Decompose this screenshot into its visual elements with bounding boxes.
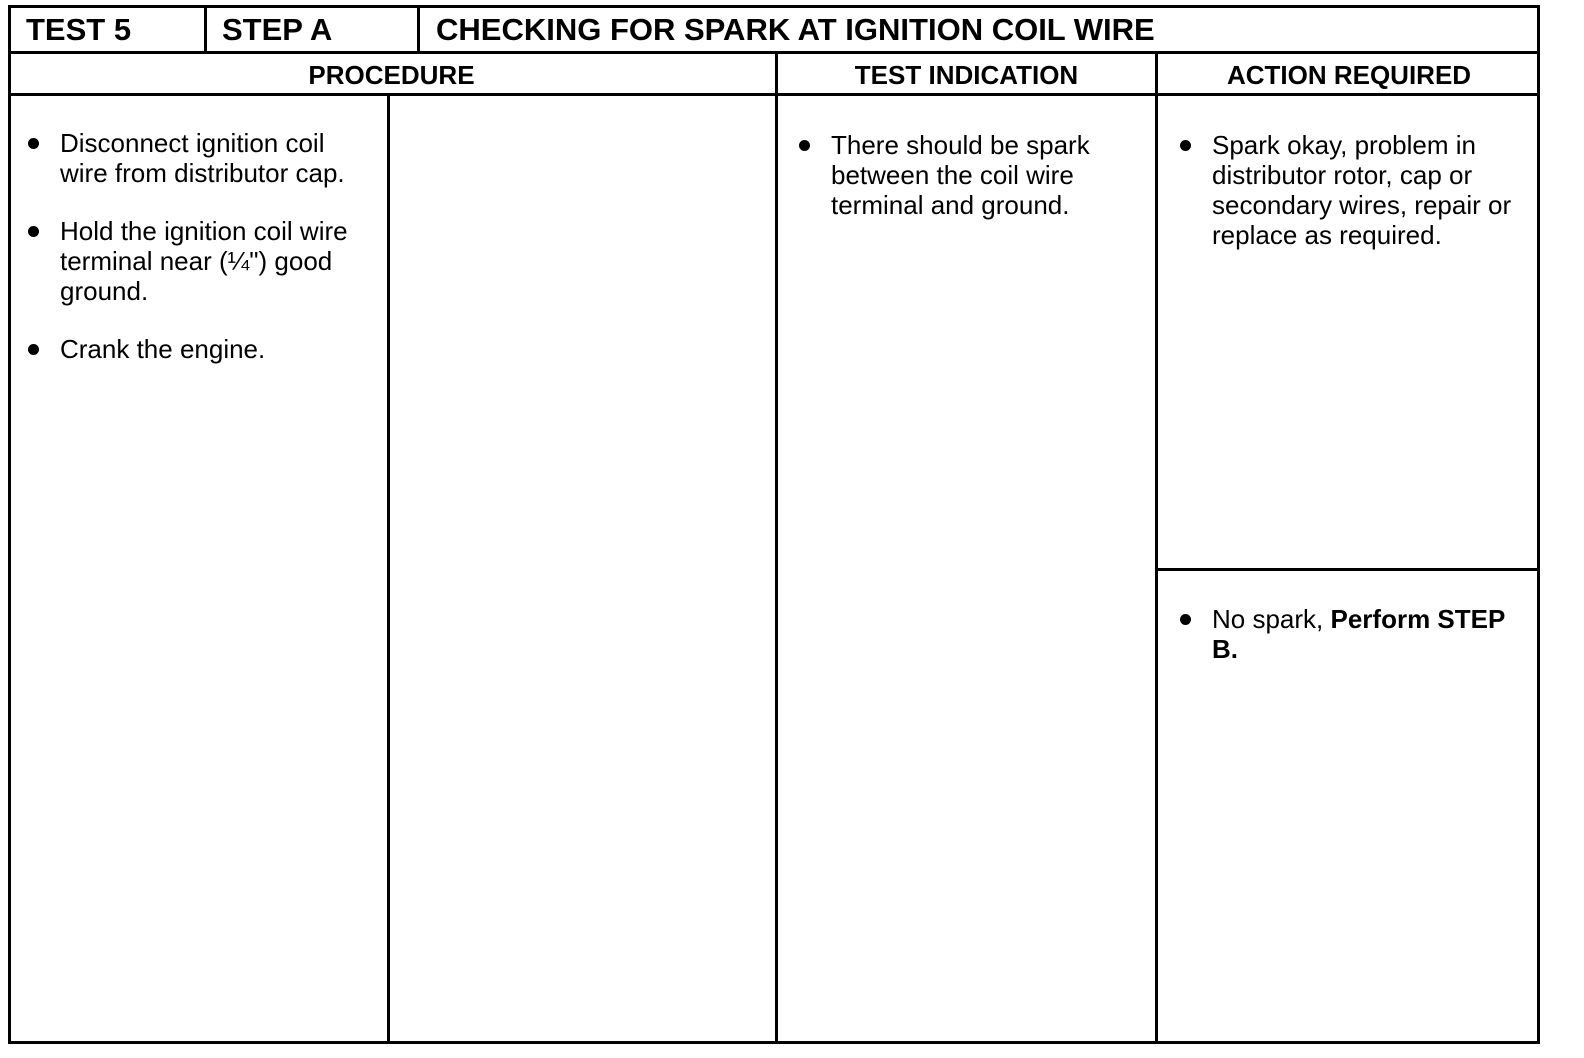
action-emphasis: Perform STEP B. <box>1212 604 1505 664</box>
list-item: Disconnect ignition coil wire from distributor cap. <box>24 128 364 188</box>
list-item <box>1176 604 1516 664</box>
column-header-action-required: ACTION REQUIRED <box>1226 60 1472 90</box>
action-ok-list <box>1176 130 1516 278</box>
procedure-list <box>24 128 364 392</box>
page-title: CHECKING FOR SPARK AT IGNITION COIL WIRE <box>436 12 1155 47</box>
divider <box>775 51 778 1044</box>
step-label: STEP A <box>222 12 333 47</box>
column-header-procedure: PROCEDURE <box>308 60 475 90</box>
test-label: TEST 5 <box>26 12 132 47</box>
divider <box>1155 51 1158 1044</box>
action-text: No spark, <box>1212 604 1331 634</box>
list-item: Spark okay, problem in distributor rotor, cap or secondary wires, repair or replace as required. <box>1176 130 1516 250</box>
list-item: Crank the engine. <box>24 334 364 364</box>
divider <box>204 5 207 53</box>
column-header-test-indication: TEST INDICATION <box>854 60 1079 90</box>
divider <box>387 93 390 1044</box>
divider <box>417 5 420 53</box>
list-item: Hold the ignition coil wire terminal near (¼") good ground. <box>24 216 364 306</box>
test-indication-list <box>795 130 1135 248</box>
list-item: There should be spark between the coil wire terminal and ground. <box>795 130 1135 220</box>
action-no-spark-list <box>1176 604 1516 692</box>
divider <box>1155 568 1540 571</box>
